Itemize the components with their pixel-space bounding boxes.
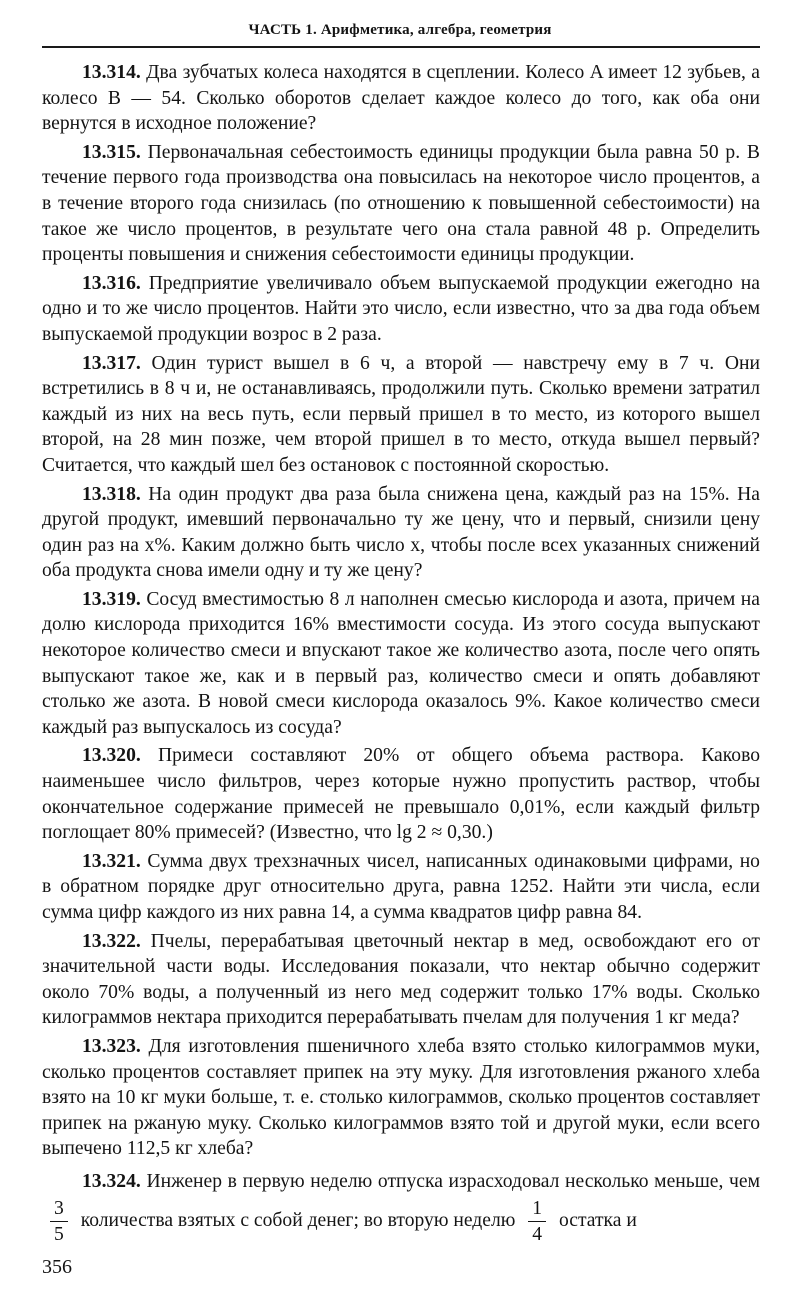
problem-13-320	[42, 743, 760, 845]
problem-text: Сосуд вместимостью 8 л наполнен смесью кислорода и азота, причем на долю кислорода приходится 16% вместимости сосуда. Из этого сосуда выпускают некоторое количество смеси и впускают такое же количество азота, после чего опять выпускают такое же, как и в первый раз, количество смеси и опять добавляют столько же азота. В новой смеси кислорода оказалось 9%. Какое количество смеси каждый раз выпускалось из сосуда?	[42, 588, 760, 738]
problem-text: количества взятых с собой денег; во вторую неделю	[80, 1210, 516, 1232]
problem-number: 13.319.	[82, 588, 141, 610]
problem-text: Для изготовления пшеничного хлеба взято столько килограммов муки, сколько процентов составляет припек на эту муку. Для изготовления ржаного хлеба взято на 10 кг муки больше, т. е. столько килограммов, сколько процентов составляет припек на ржаную муку. Сколько килограммов взято той и другой муки, если всего выпечено 112,5 кг хлеба?	[42, 1035, 760, 1160]
problem-13-322	[42, 929, 760, 1031]
problem-number: 13.322.	[82, 930, 141, 952]
problem-text: Пчелы, перерабатывая цветочный нектар в мед, освобождают его от значительной части воды. Исследования показали, что нектар обычно содержит около 70% воды, а полученный из него мед содержит только 17% воды. Сколько килограммов нектара приходится перерабатывать пчелам для получения 1 кг меда?	[42, 930, 760, 1029]
problem-number: 13.314.	[82, 62, 141, 83]
problem-number: 13.324.	[82, 1170, 141, 1192]
problem-text: На один продукт два раза была снижена цена, каждый раз на 15%. На другой продукт, имевший первоначально ту же цену, что и первый, снизили цену один раз на x%. Каким должно быть число x, чтобы после всех указанных снижений оба продукта снова имели одну и ту же цену?	[42, 483, 760, 582]
problem-13-315	[42, 140, 760, 268]
problem-13-318	[42, 482, 760, 584]
problem-text: Сумма двух трехзначных чисел, написанных одинаковыми цифрами, но в обратном порядке друг относительно друга, равна 1252. Найти эти числа, если сумма цифр каждого из них равна 14, а сумма квадратов цифр равна 84.	[42, 850, 760, 923]
fraction-one-quarter	[528, 1199, 546, 1244]
fraction-denominator: 5	[54, 1223, 64, 1245]
problem-text: Два зубчатых колеса находятся в сцеплении. Колесо A имеет 12 зубьев, а колесо B — 54. Сколько оборотов сделает каждое колесо до того, как оба они вернутся в исходное положение?	[42, 62, 761, 135]
problem-number: 13.320.	[82, 745, 141, 767]
problem-number: 13.315.	[82, 141, 141, 163]
page-content	[42, 60, 760, 1247]
problem-text: Инженер в первую неделю отпуска израсходовал несколько меньше, чем	[146, 1170, 760, 1192]
problem-13-321	[42, 849, 760, 926]
page-header: ЧАСТЬ 1. Арифметика, алгебра, геометрия	[248, 22, 552, 38]
problem-text: Один турист вышел в 6 ч, а второй — навстречу ему в 7 ч. Они встретились в 8 ч и, не останавливаясь, продолжили путь. Сколько времени затратил каждый из них на весь путь, если первый пришел в то место, из которого вышел второй, на 28 мин позже, чем второй пришел в то место, откуда вышел первый? Считается, что каждый шел без остановок с постоянной скоростью.	[42, 352, 760, 476]
fraction-denominator: 4	[532, 1223, 543, 1245]
problem-13-314	[42, 60, 760, 137]
page-number: 356	[42, 1256, 72, 1278]
fraction-three-fifths	[50, 1199, 68, 1244]
problem-text: Примеси составляют 20% от общего объема раствора. Каково наименьшее число фильтров, через которые нужно пропустить раствор, чтобы окончательное содержание примесей не превышало 0,01%, если каждый фильтр поглощает 80% примесей? (Известно, что lg 2 ≈ 0,30.)	[42, 745, 760, 844]
problem-number: 13.318.	[82, 483, 141, 505]
problem-number: 13.321.	[82, 850, 141, 872]
problem-13-324	[42, 1165, 760, 1244]
problem-13-323	[42, 1034, 760, 1162]
problem-number: 13.323.	[82, 1035, 141, 1057]
problem-number: 13.316.	[82, 272, 141, 294]
problem-number: 13.317.	[82, 352, 141, 374]
problem-text: остатка и	[558, 1210, 637, 1232]
problem-13-316	[42, 271, 760, 348]
fraction-numerator: 1	[528, 1199, 546, 1222]
problem-text: Предприятие увеличивало объем выпускаемой продукции ежегодно на одно и то же число процентов. Найти это число, если известно, что за два года объем выпускаемой продукции возрос в 2 раза.	[42, 272, 760, 345]
fraction-numerator: 3	[50, 1199, 68, 1222]
problem-text: Первоначальная себестоимость единицы продукции была равна 50 р. В течение первого года производства она повысилась на некоторое число процентов, а в течение второго года снизилась (по отношению к повышенной себестоимости) на такое же число процентов, в результате чего она стала равной 48 р. Определить проценты повышения и снижения себестоимости единицы продукции.	[42, 141, 760, 266]
header-rule	[42, 46, 760, 48]
problem-13-319	[42, 587, 760, 741]
problem-13-317	[42, 351, 760, 479]
